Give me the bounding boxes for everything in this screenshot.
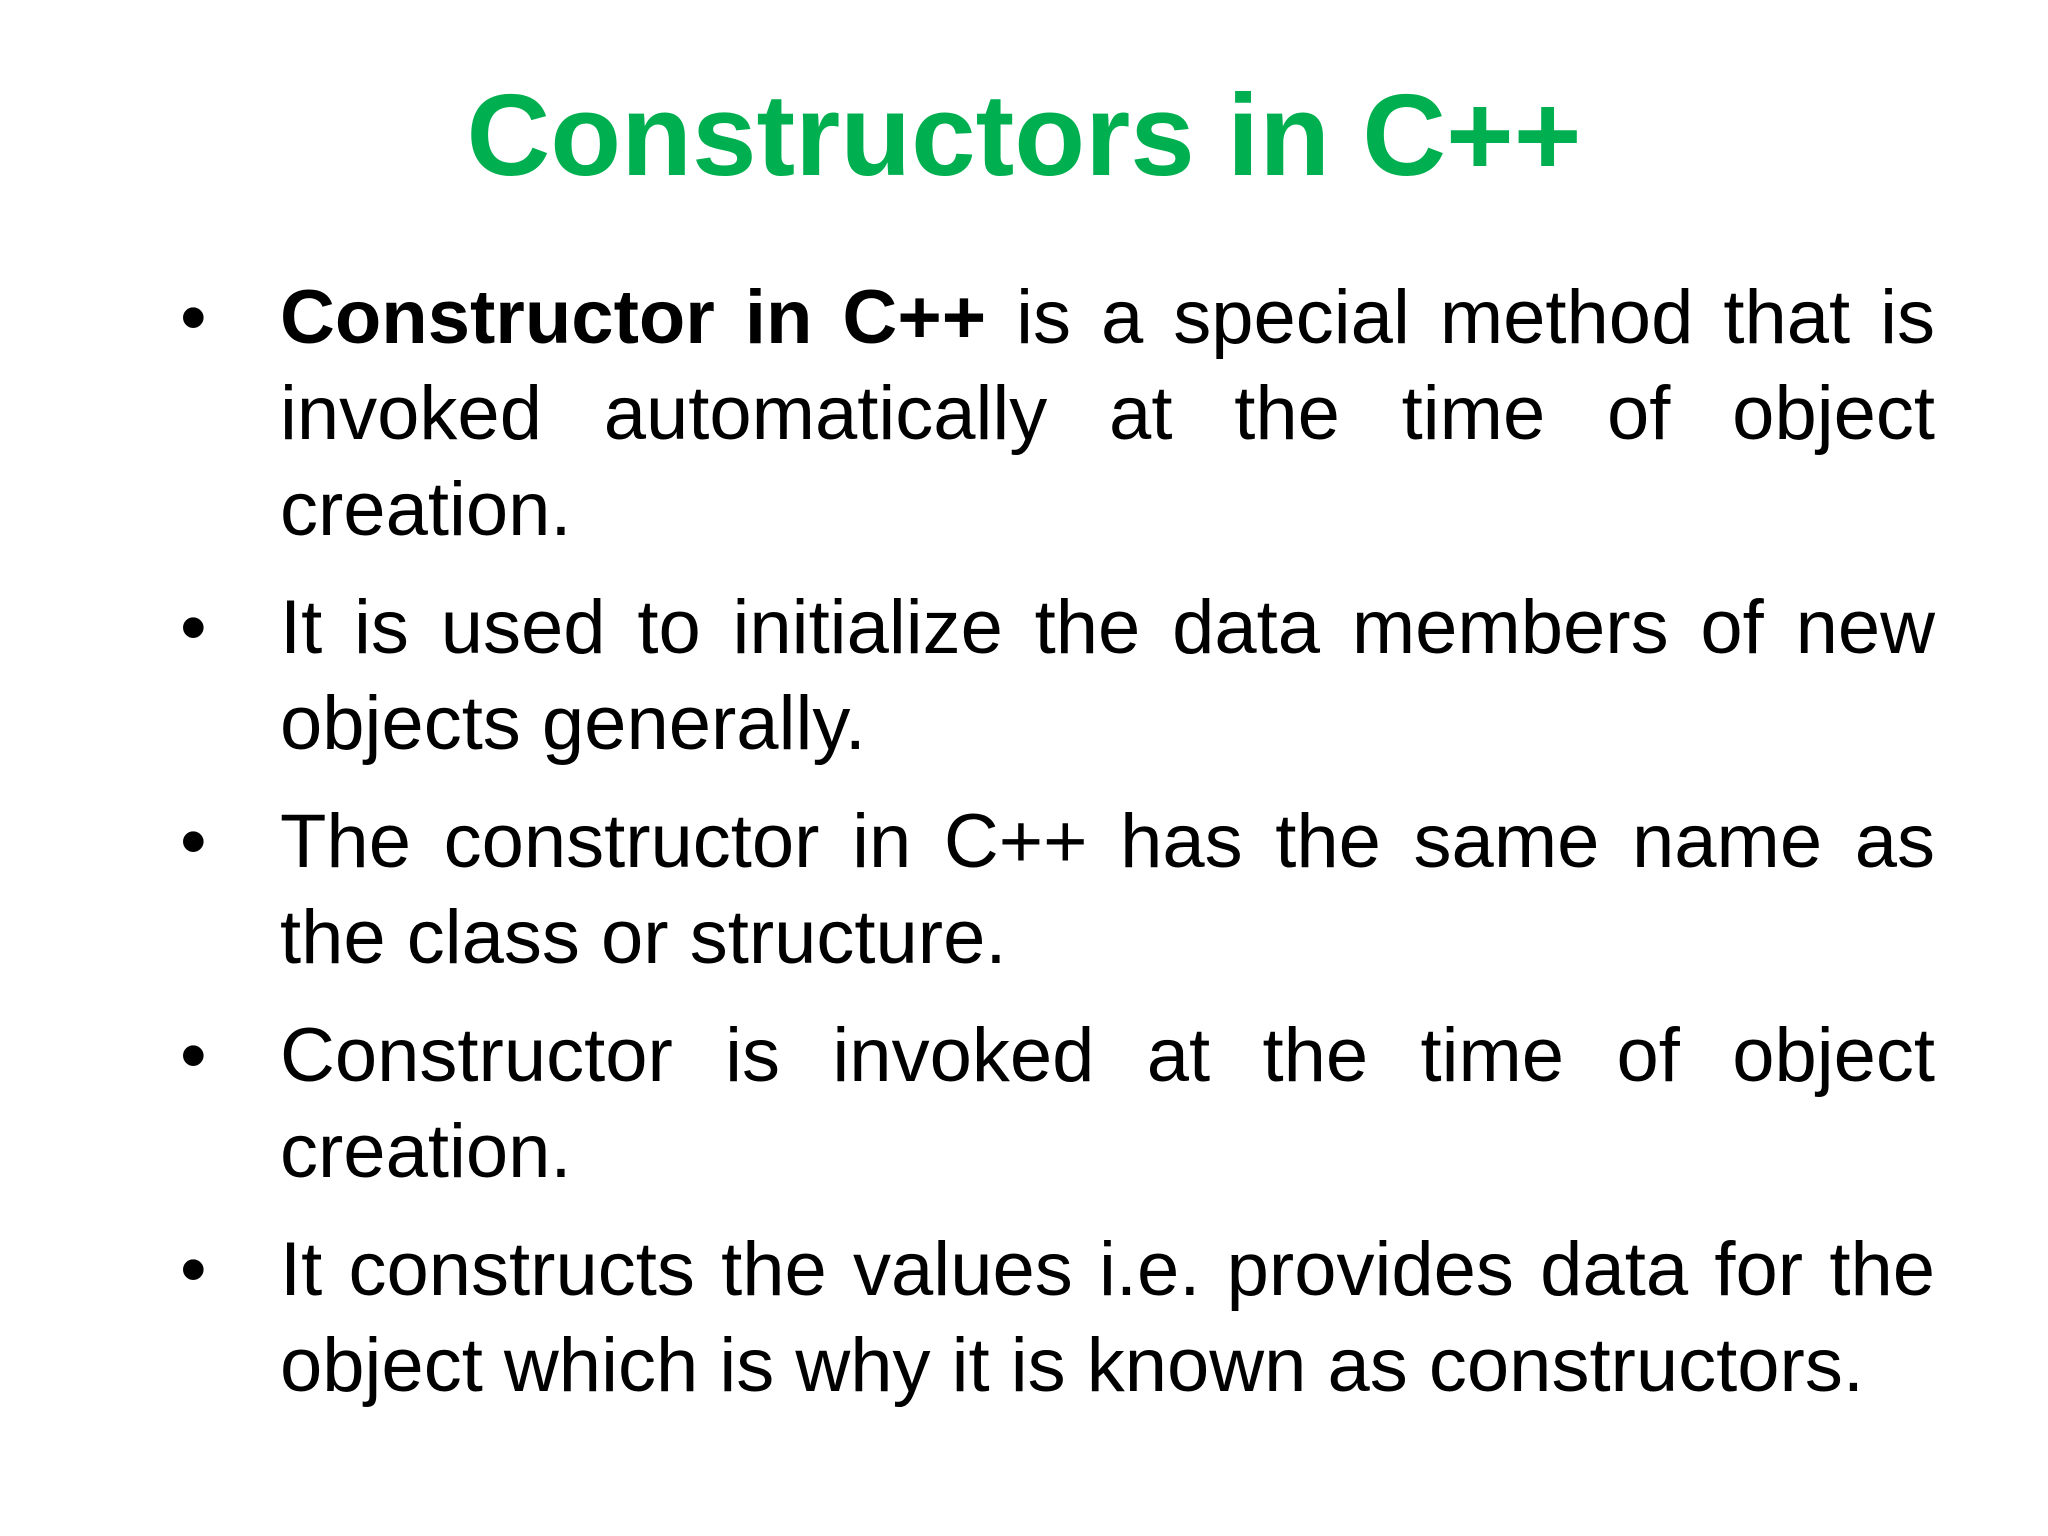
bullet-text: The constructor in C++ has the same name as the class or structure. (280, 799, 1935, 980)
bullet-body: is a special method that is invoked automatically at the time of object creation. (280, 275, 1935, 552)
bullet-item (0, 794, 2048, 986)
bullet-icon: • (180, 275, 207, 360)
bullet-icon: • (180, 1013, 207, 1098)
bullet-text: It constructs the values i.e. provides data for the object which is why it is known as constructors. (280, 1227, 1935, 1408)
bullet-text (280, 270, 1935, 558)
bullet-item (0, 270, 2048, 558)
bullet-icon: • (180, 585, 207, 670)
bullet-icon: • (180, 799, 207, 884)
bullet-item (0, 1222, 2048, 1414)
bullet-bold-lead: Constructor in C++ (280, 275, 987, 360)
slide-title: Constructors in C++ (466, 70, 1582, 200)
bullet-list (0, 270, 2048, 1436)
bullet-item (0, 580, 2048, 772)
bullet-text: It is used to initialize the data members of new objects generally. (280, 585, 1935, 766)
bullet-icon: • (180, 1227, 207, 1312)
bullet-text: Constructor is invoked at the time of object creation. (280, 1013, 1935, 1194)
bullet-item (0, 1008, 2048, 1200)
